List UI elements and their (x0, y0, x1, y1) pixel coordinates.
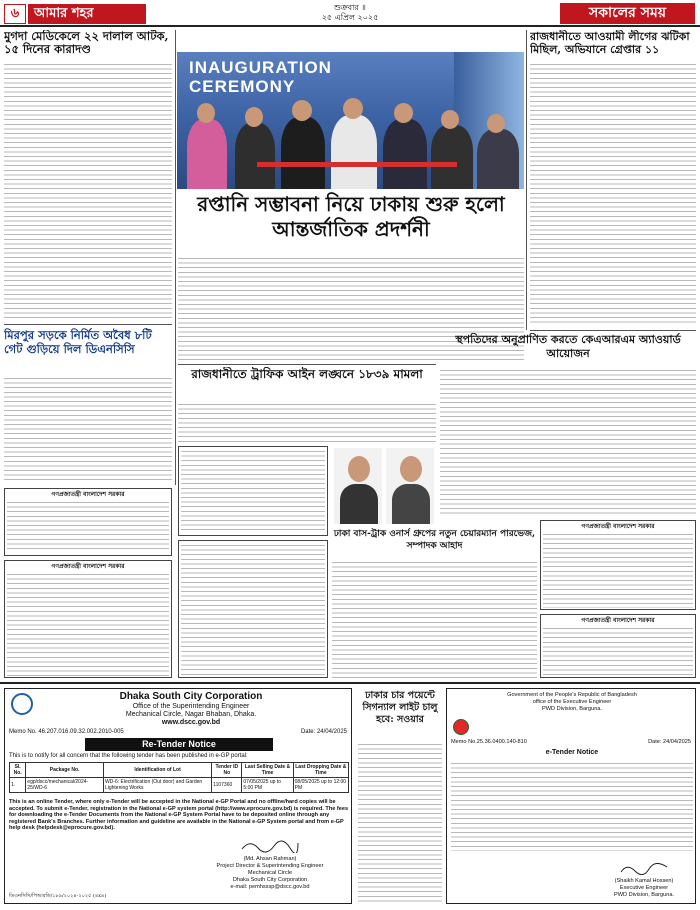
photo-banner-line-2: CEREMONY (189, 77, 296, 96)
dscc-table-header: Package No. (26, 763, 104, 778)
table-cell: WD-6: Electrification (Out door) and Garden Lightening Works (103, 778, 211, 793)
pwd-signer-division: PWD Division, Barguna. (614, 892, 674, 898)
pwd-signature-block (599, 863, 689, 899)
dscc-table-header: Last Selling Date & Time (242, 763, 293, 778)
dscc-tender-notice (4, 688, 352, 904)
dscc-footnote: ডিএনসিসি/পিআরডি/১৮৯/২০২৪-২০২৫ (৪x৪) (9, 893, 107, 899)
dscc-body-text: This is an online Tender, where only e-Tender will be accepted in the National e-GP Portal and no offline/hard copies will be accepted. To submit e-Tender, registration in the National e-GP system portal (http://www.eprocure.gov.bd) is required. The fees for downloading the e-Tender Documents from the National e-GP System Portal have to be deposited online through any registered Bank's Branches. Further information and guideline are available in the National e-GP System portal and from e-GP help desk (helpdesk@eprocure.gov.bd). (9, 799, 349, 832)
awami-headline: রাজধানীতে আওয়ামী লীগের ঝটিকা মিছিল, অভিযানে গ্রেপ্তার ১১ (530, 30, 690, 56)
pwd-memo-no: Memo No.25.36.0400.140-810 (451, 739, 527, 745)
pwd-signer: (Shaikh Kamal Hossen) (614, 878, 674, 884)
signature-icon (240, 839, 300, 853)
gov-notice-header: গণপ্রজাতন্ত্রী বাংলাদেশ সরকার (51, 563, 125, 570)
pwd-tender-details (451, 761, 693, 851)
pwd-gov: Government of the People's Republic of Bangladesh (507, 692, 637, 698)
traffic-headline: রাজধানীতে ট্রাফিক আইন লঙ্ঘনে ১৮৩৯ মামলা (191, 367, 423, 381)
dscc-table-header: Tender ID No (212, 763, 242, 778)
awami-body-text (530, 62, 696, 324)
pwd-tender-notice (446, 688, 696, 904)
dscc-website: www.dscc.gov.bd (161, 719, 221, 726)
dscc-email: e-mail: pemhsssp@dscc.gov.bd (230, 884, 310, 890)
section-divider (530, 330, 696, 331)
center-notice (178, 446, 328, 536)
ads-divider (0, 682, 700, 684)
page-number: ৬ (4, 4, 26, 24)
dscc-intro: This is to notify for all concern that the following tender has been published in e-GP portal: (9, 753, 248, 759)
signal-headline: ঢাকার চার পয়েন্টে সিগন্যাল লাইট চালু হবে: সওয়ার (362, 690, 438, 725)
issue-date-text: ২৫ এপ্রিল ২০২৫ (321, 13, 379, 22)
inauguration-photo (177, 52, 524, 189)
gov-notice-3 (178, 540, 328, 678)
dscc-signer-title: Project Director & Superintending Engineer (216, 863, 324, 869)
pwd-office: office of the Executive Engineer (532, 699, 612, 705)
dscc-circle: Mechanical Circle, Nagar Bhaban, Dhaka. (125, 711, 257, 718)
column-divider (175, 30, 176, 485)
page-header (0, 0, 700, 27)
chairman-photo (334, 448, 382, 524)
mugda-headline: মুগদা মেডিকেলে ২২ দালাল আটক, ১৫ দিনের কারাদণ্ড (4, 30, 169, 56)
column-divider (526, 30, 527, 330)
dscc-table-header: Sl. No. (10, 763, 26, 778)
secretary-photo (386, 448, 434, 524)
gov-notice-4 (540, 520, 696, 610)
table-cell: 1107360 (212, 778, 242, 793)
section-divider (4, 324, 172, 325)
pwd-notice-title: e-Tender Notice (545, 749, 599, 756)
table-cell: 07/05/2025 up to 5:00 PM (242, 778, 293, 793)
issue-day: শুক্রবার ॥ (334, 3, 366, 12)
dscc-signer: (Md. Ahsan Rahman) (243, 856, 297, 862)
dscc-memo-no: Memo No. 46.207.016.09.32.002.2010-005 (9, 729, 124, 735)
gov-notice-5 (540, 614, 696, 678)
dscc-table-header: Last Dropping Date & Time (293, 763, 348, 778)
table-row (10, 778, 349, 793)
dscc-table-header: Identification of Lot (103, 763, 211, 778)
dscc-tender-table (9, 762, 349, 793)
mugda-body-text (4, 62, 172, 318)
bus-owners-photos (332, 446, 436, 526)
gov-notice-header: গণপ্রজাতন্ত্রী বাংলাদেশ সরকার (581, 523, 655, 530)
photo-banner (189, 58, 332, 96)
bus-owners-body-text (332, 560, 537, 678)
mirpur-body-text (4, 376, 172, 482)
table-cell: 1. (10, 778, 26, 793)
section-divider (178, 364, 436, 365)
gov-notice-header: গণপ্রজাতন্ত্রী বাংলাদেশ সরকার (51, 491, 125, 498)
photo-banner-line-1: INAUGURATION (189, 58, 332, 77)
pwd-division: PWD Division, Barguna. (542, 706, 602, 712)
masthead-logo: সকালের সময় (560, 3, 695, 24)
dscc-signer-dept: Mechanical Circle (247, 870, 293, 876)
pwd-signer-title: Executive Engineer (619, 885, 669, 891)
dscc-logo (11, 693, 33, 715)
pwd-logo (453, 719, 469, 735)
gov-notice-1 (4, 488, 172, 556)
export-headline: রপ্তানি সম্ভাবনা নিয়ে ঢাকায় শুরু হলো আন্তর্জাতিক প্রদর্শনী (197, 192, 505, 241)
signal-body-text (358, 742, 442, 904)
gov-notice-2 (4, 560, 172, 678)
dscc-signer-org: Dhaka South City Corporation (232, 877, 308, 883)
dscc-notice-title: Re-Tender Notice (85, 738, 273, 751)
gov-notice-header: গণপ্রজাতন্ত্রী বাংলাদেশ সরকার (581, 617, 655, 624)
dscc-office: Office of the Superintending Engineer (132, 703, 250, 710)
bus-owners-headline: ঢাকা বাস-ট্রাক ওনার্স গ্রুপের নতুন চেয়ারম্যান পারভেজ, সম্পাদক আহাদ (333, 529, 536, 551)
section-title: আমার শহর (28, 4, 146, 24)
traffic-body-text (178, 402, 436, 442)
pwd-memo-date: Date: 24/04/2025 (648, 739, 691, 745)
award-body-text (440, 368, 696, 516)
issue-date (250, 3, 450, 23)
mirpur-headline: মিরপুর সড়কে নির্মিত অবৈধ ৮টি গেট গুড়িয়ে দিল ডিএনসিসি (4, 328, 152, 356)
table-cell: egp/dscc/mechanical/2024-25/WD-6 (26, 778, 104, 793)
dscc-memo-date: Date: 24/04/2025 (300, 729, 347, 735)
award-headline: স্থপতিদের অনুপ্রাণিত করতে কেএআরএম অ্যাওয়ার্ড আয়োজন (455, 333, 681, 360)
dscc-org-name: Dhaka South City Corporation (119, 691, 263, 702)
table-cell: 08/05/2025 up to 12:00 PM (293, 778, 348, 793)
dscc-signature-block (195, 839, 345, 891)
signature-icon (619, 863, 669, 875)
